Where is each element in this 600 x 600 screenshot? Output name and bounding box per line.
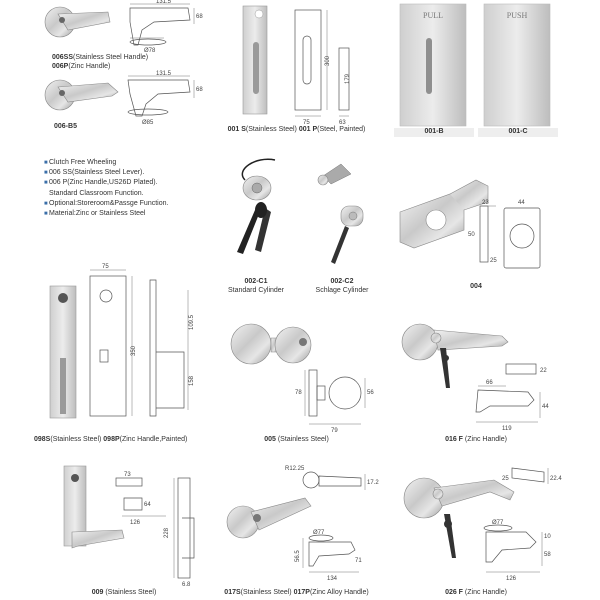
plate-001-drawing [215,0,378,138]
dim-006-width: 131.5 [156,0,172,5]
dim-004-height: 50 [468,232,475,238]
lever-017-drawing [215,458,378,600]
product-002-c2[interactable] [301,150,383,298]
product-005[interactable] [215,308,378,448]
dim-004-width: 44 [518,200,525,206]
dim-009-depth: 6.8 [182,582,191,588]
text-016f: (Zinc Handle) [464,436,507,443]
product-006[interactable] [38,0,210,138]
plate-001b-drawing [394,0,474,138]
product-098[interactable] [34,240,210,450]
product-002-c1[interactable] [215,150,297,298]
features-list [44,158,168,219]
dim-001-width: 75 [303,120,310,126]
cylinder-002c2-drawing [301,150,383,298]
text-026f: (Zinc Handle) [464,589,507,596]
dim-001-grip: 179 [345,73,351,84]
dim-026f-height: 58 [544,552,551,558]
code-006p: 006P [52,62,69,70]
feature-item: ■006 P(Zinc Handle,US26D Plated). [44,179,158,187]
product-017[interactable] [215,458,378,600]
lever-016f-drawing [394,308,558,448]
product-001-b[interactable] [394,0,474,138]
dim-006b5-dia: Ø85 [142,120,154,126]
dim-098-lower: 158 [189,375,195,386]
code-001p: 001 P [298,126,318,133]
text-017s: (Stainless Steel) [240,589,292,596]
escutcheon-009-drawing [38,458,210,600]
dim-026f-thick: 22.4 [550,476,562,482]
escutcheon-098-drawing [38,240,210,450]
dim-004-depth: 23 [482,200,489,206]
product-001-c[interactable] [478,0,558,138]
dim-001-depth: 63 [339,120,346,126]
dim-004-small: 25 [490,258,497,264]
text-006ss: (Stainless Steel Handle) [73,54,149,61]
dim-005-depth: 79 [331,428,338,434]
dim-016f-depth: 66 [486,380,493,386]
code-006ss: 006SS [52,54,74,61]
dim-006b5-width: 131.5 [156,71,172,77]
plate-text-pull: PULL [423,11,443,20]
text-009: (Stainless Steel) [105,589,157,596]
plate-001c-drawing [478,0,558,138]
product-001[interactable] [215,0,378,138]
code-006b5: 006-B5 [54,123,77,130]
cylinder-002c1-drawing [215,150,297,298]
feature-item: ■Clutch Free Wheeling [44,159,117,166]
dim-017-dia: Ø77 [313,530,325,536]
code-016f: 016 F [445,436,463,443]
lever-026f-drawing [394,458,562,600]
code-026f: 026 F [445,589,463,596]
feature-item: Standard Classroom Function. [49,189,144,197]
text-005: (Stainless Steel) [277,436,329,443]
dim-026f-depth: 25 [502,476,509,482]
dim-098-width: 75 [102,264,109,270]
product-004[interactable] [394,150,558,295]
product-016f[interactable] [394,308,558,448]
dim-017-length: 134 [327,576,338,582]
code-098s: 098S [34,436,51,443]
dim-016f-small: 22 [540,368,547,374]
code-017p: 017P [293,589,310,596]
code-017s: 017S [224,589,241,596]
dim-098-upper: 109.5 [189,314,195,330]
dim-017-thick: 17.2 [367,480,379,486]
product-009[interactable] [38,458,210,600]
feature-item: ■Optional:Storeroom&Passge Function. [44,199,169,207]
dim-026f-dia: Ø77 [492,520,504,526]
dim-006-dia: Ø78 [144,48,156,54]
text-002c2: Schlage Cylinder [315,286,369,294]
text-006p: (Zinc Handle) [68,62,111,70]
code-002c2: 002-C2 [330,278,354,285]
code-004: 004 [470,283,482,290]
dim-017-height: 56.5 [295,550,301,562]
text-001s: (Stainless Steel) [245,126,297,133]
plate-text-push: PUSH [506,11,528,20]
product-026f[interactable] [394,458,562,600]
dim-016f-length: 119 [502,426,512,432]
dim-026f-small: 10 [544,534,551,540]
dim-005-knob: 56 [367,390,374,396]
feature-item: ■006 SS(Stainless Steel Lever). [44,169,145,177]
dim-005-height: 78 [295,390,302,396]
text-098p: (Zinc Handle,Painted) [119,436,188,443]
dim-009-height: 228 [164,527,170,538]
dim-017-drop: 71 [355,558,362,564]
knob-005-drawing [215,308,378,448]
code-002c1: 002-C1 [244,278,268,285]
dim-009-top: 73 [124,472,131,478]
dim-001-height: 300 [325,55,331,66]
dim-006-height: 68 [196,14,203,20]
code-001s: 001 S [227,126,246,133]
text-098s: (Stainless Steel) [50,436,102,443]
dim-009-width: 126 [130,520,141,526]
dim-098-height: 350 [131,345,137,356]
code-001c: 001-C [508,128,528,135]
dim-016f-height: 44 [542,404,549,410]
text-002c1: Standard Cylinder [227,286,285,294]
feature-item: ■Material:Zinc or Stainless Steel [44,210,146,218]
dim-017-radius: R12.25 [285,466,305,472]
text-017p: (Zinc Alloy Handle) [309,589,369,596]
dim-009-mid: 64 [144,502,151,508]
code-001b: 001-B [424,128,444,135]
dim-006b5-height: 68 [196,87,203,93]
code-005: 005 [264,436,276,443]
dim-026f-length: 126 [506,576,517,582]
code-098p: 098P [103,436,120,443]
code-009: 009 [91,589,104,596]
text-001p: (Steel, Painted) [317,126,366,133]
plate-004-drawing [394,150,558,295]
